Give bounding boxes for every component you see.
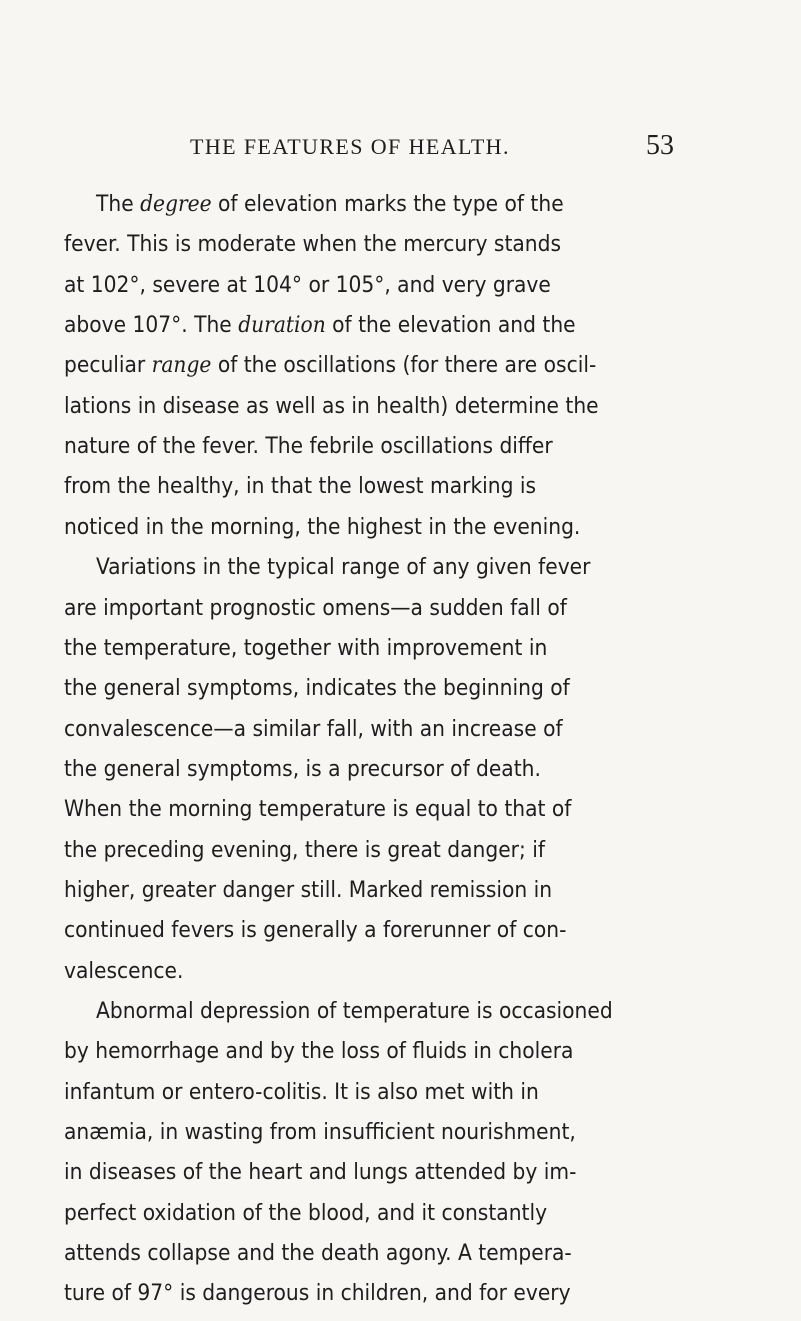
text-run: valescence. [64,957,184,984]
text-run: of elevation marks the type of the [211,191,564,217]
text-run: perfect oxidation of the blood, and it constantly [64,1199,548,1226]
text-line [64,789,742,829]
text-line [64,749,742,789]
text-run: from the healthy, in that the lowest marking is [64,473,537,500]
text-run: ture of 97° is dangerous in children, and for every [64,1280,571,1307]
running-head: THE FEATURES OF HEALTH. [190,134,510,159]
text-line [64,830,742,870]
text-run: the general symptoms, indicates the beginning of [64,675,570,702]
text-line [64,426,742,466]
text-line [64,224,742,264]
text-run: in diseases of the heart and lungs attended by im- [64,1159,577,1186]
paragraph-first-line [96,547,742,587]
text-run: infantum or entero-colitis. It is also met with in [64,1078,539,1105]
text-run: the temperature, together with improvement in [64,634,548,661]
paragraph-first-line [96,184,742,224]
text-run: noticed in the morning, the highest in the evening. [64,513,581,540]
text-run: The [96,191,141,217]
text-run: Variations in the typical range of any given fever [96,554,591,581]
text-line [64,588,742,628]
text-line [64,910,742,950]
text-run: of the oscillations (for there are oscil- [211,352,597,379]
text-line [64,1112,742,1152]
text-line [64,1233,742,1273]
text-line [64,1193,742,1233]
italic-term: degree [140,191,212,217]
text-run: convalescence—a similar fall, with an increase of [64,715,563,742]
text-run: lations in disease as well as in health) determine the [64,392,599,419]
text-run: attends collapse and the death agony. A tempera- [64,1240,572,1267]
text-run: Abnormal depression of temperature is occasioned [96,998,613,1024]
text-line [64,265,742,305]
italic-term: range [151,352,212,379]
text-run: above 107°. The [64,312,239,339]
text-run: continued fevers is generally a forerunner of con- [64,917,567,944]
text-run: are important prognostic omens—a sudden fall of [64,594,567,621]
text-run: by hemorrhage and by the loss of fluids in cholera [64,1038,574,1065]
text-line [64,628,742,668]
text-run: fever. This is moderate when the mercury stands [64,231,562,258]
text-run: the preceding evening, there is great danger; if [64,836,545,863]
text-run: When the morning temperature is equal to that of [64,796,572,823]
text-run: at 102°, severe at 104° or 105°, and very grave [64,271,551,298]
text-run: the general symptoms, is a precursor of death. [64,755,541,782]
page-number: 53 [646,130,674,161]
text-run: higher, greater danger still. Marked remission in [64,876,553,903]
text-line [64,345,742,385]
text-line [64,668,742,708]
text-line [64,709,742,749]
text-run: of the elevation and the [325,312,576,339]
page-header [0,130,801,170]
text-line [64,951,742,991]
text-run: peculiar [64,352,152,379]
text-run: anæmia, in wasting from insufficient nourishment, [64,1119,576,1146]
text-line [64,1273,742,1313]
text-run: nature of the fever. The febrile oscillations differ [64,433,553,460]
text-line [64,1072,742,1112]
text-line [64,870,742,910]
text-line [64,1031,742,1071]
text-line [64,507,742,547]
paragraph-first-line [96,991,742,1031]
text-line [64,386,742,426]
text-line [64,466,742,506]
text-line [64,1152,742,1192]
text-line [64,305,742,345]
italic-term: duration [238,312,326,339]
